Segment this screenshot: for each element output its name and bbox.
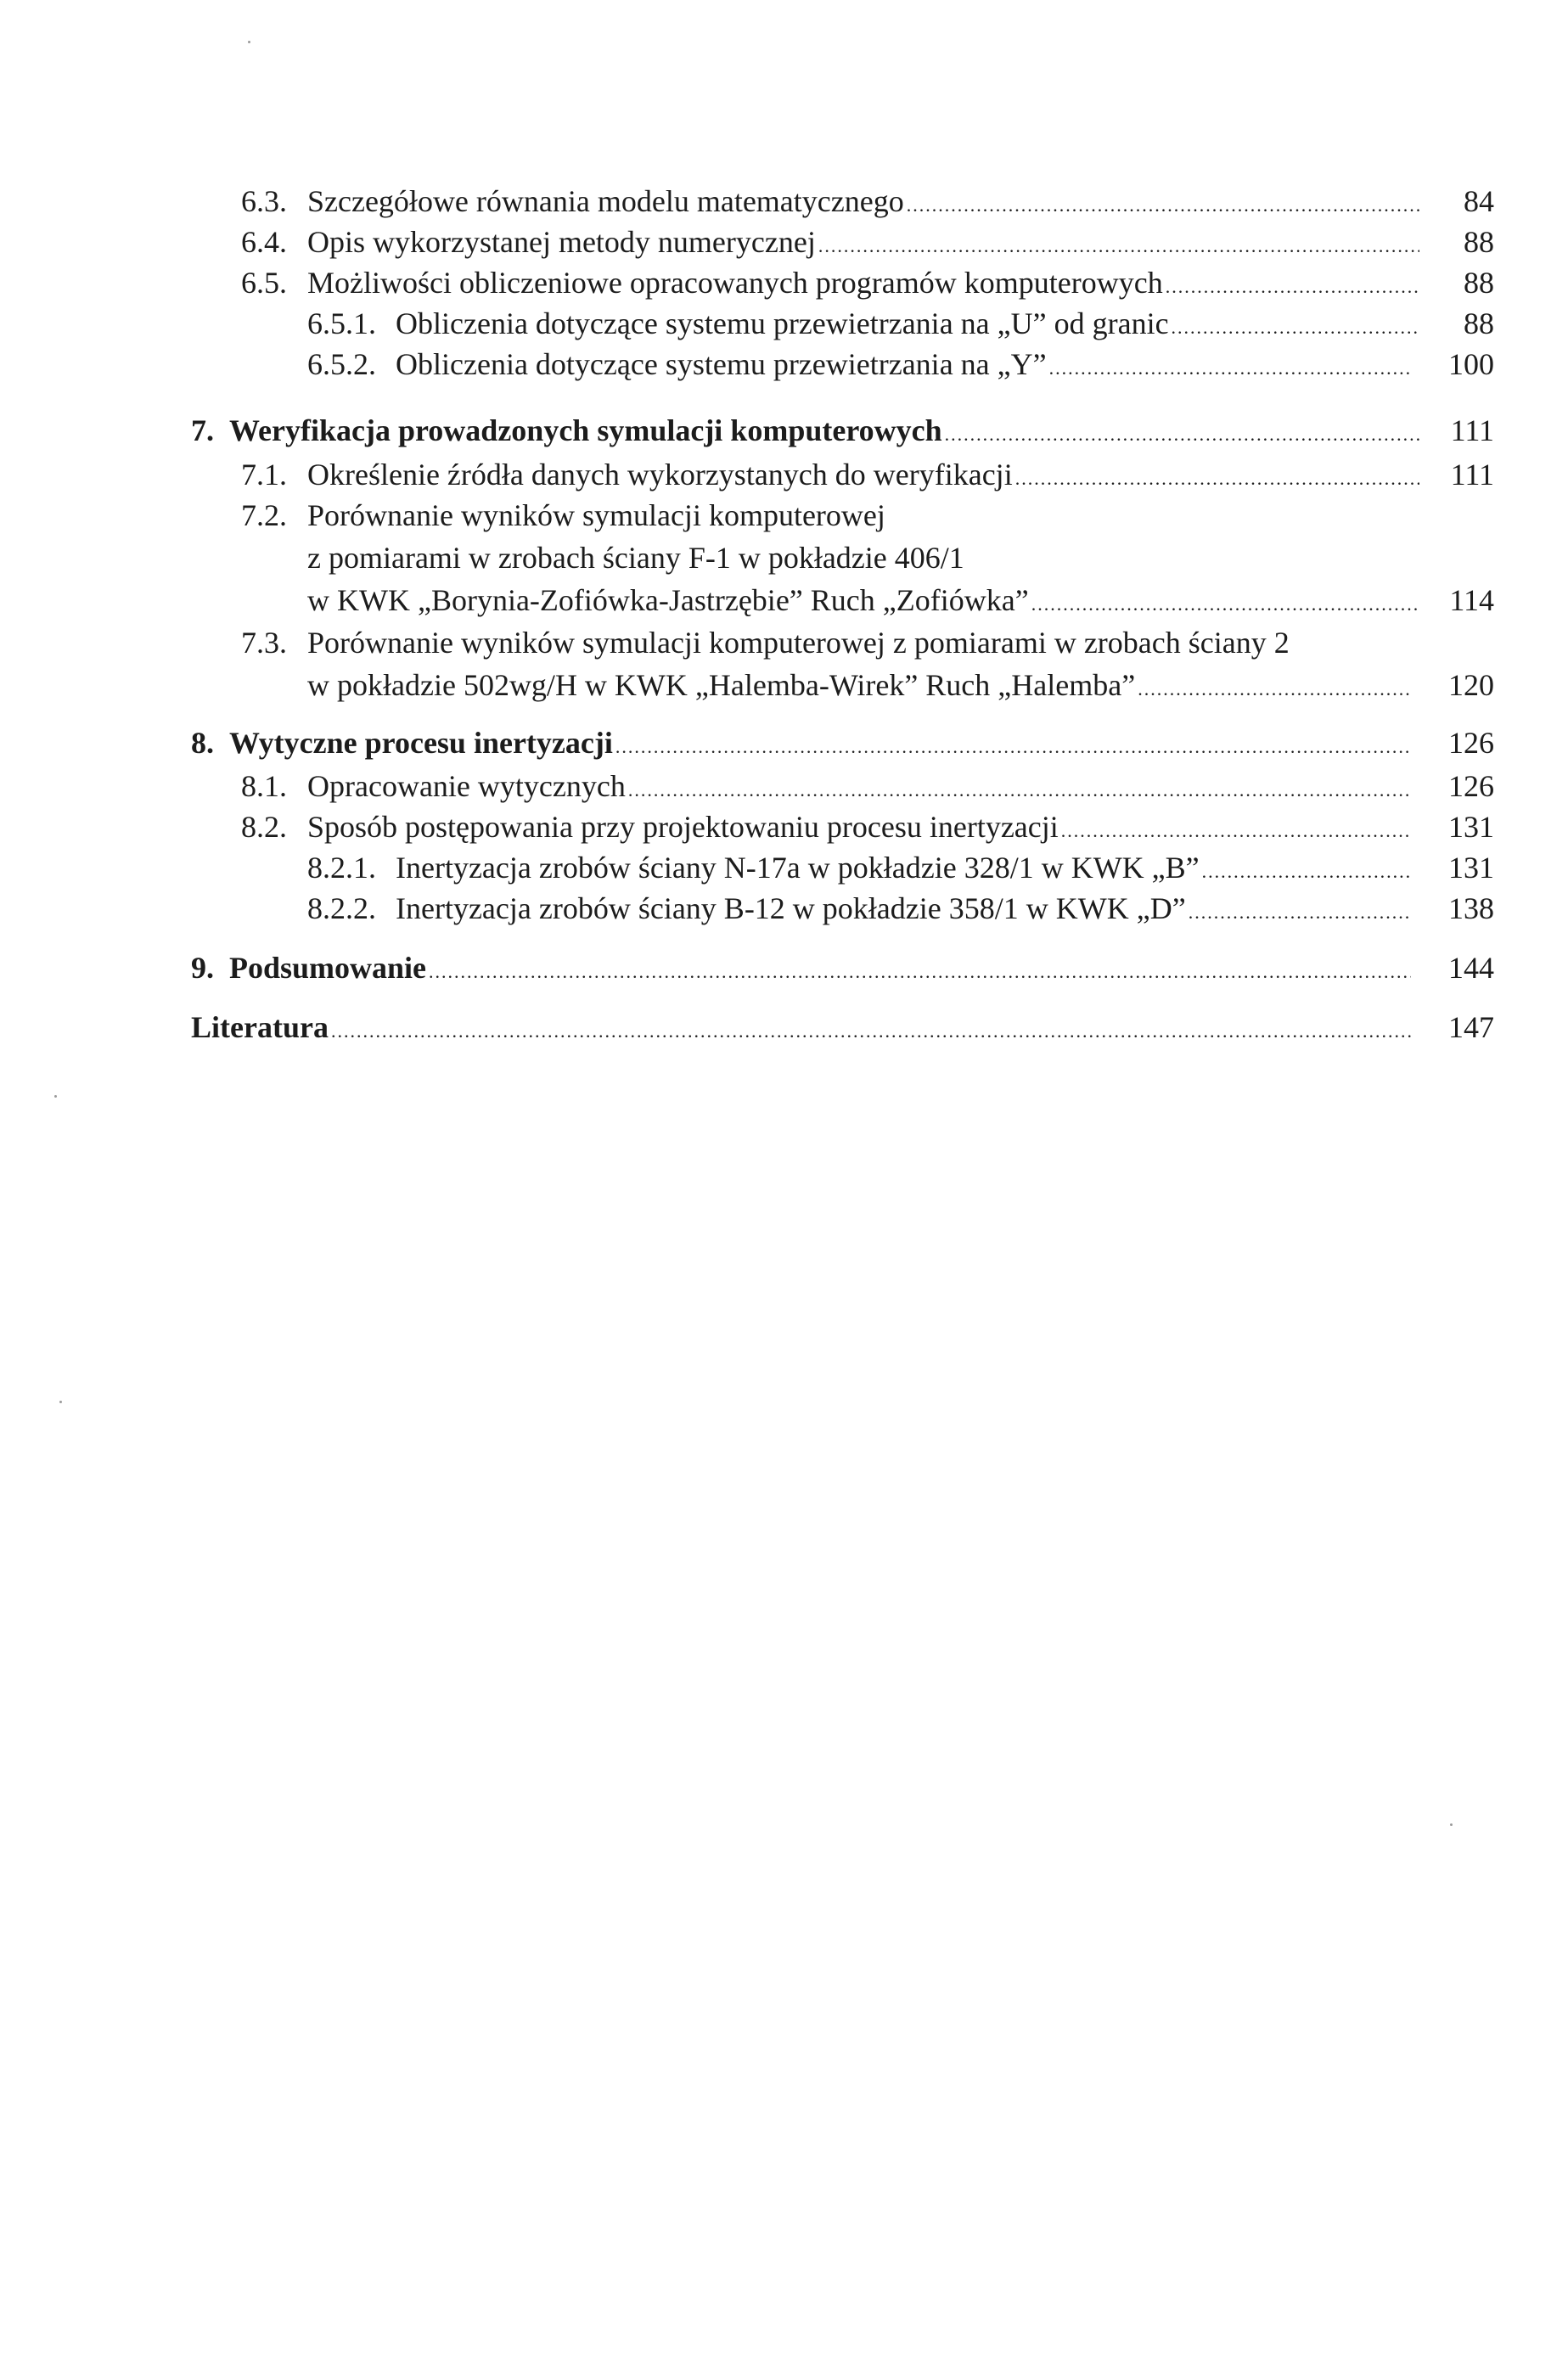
toc-entry-page: 88 bbox=[1464, 225, 1494, 259]
toc-entry-6-5-1[interactable] bbox=[0, 303, 1494, 344]
scan-speck bbox=[1450, 1823, 1453, 1826]
toc-entry-6-3[interactable] bbox=[0, 181, 1494, 222]
toc-entry-8-2-2[interactable] bbox=[0, 888, 1494, 929]
toc-entry-8-2-1[interactable] bbox=[0, 847, 1494, 888]
toc-entry-page: 131 bbox=[1448, 851, 1494, 885]
toc-entry-title: Sposób postępowania przy projektowaniu procesu inertyzacji bbox=[307, 810, 1059, 844]
toc-entry-number: 7.1. bbox=[241, 458, 287, 492]
scan-speck bbox=[54, 1095, 57, 1098]
toc-entry-number: 7. bbox=[191, 413, 214, 447]
toc-entry-page: 126 bbox=[1448, 769, 1494, 803]
toc-leader-dots bbox=[945, 414, 1419, 455]
toc-entry-7-1[interactable] bbox=[0, 454, 1494, 495]
toc-entry-number: 8.2.2. bbox=[307, 891, 376, 925]
toc-entry-page: 111 bbox=[1450, 458, 1494, 492]
toc-entry-title-line2: z pomiarami w zrobach ściany F-1 w pokładzie 406/1 bbox=[307, 541, 964, 575]
toc-entry-title: Inertyzacja zrobów ściany B-12 w pokładzie 358/1 w KWK „D” bbox=[396, 891, 1186, 925]
toc-leader-dots bbox=[1202, 851, 1411, 892]
toc-entry-title-line1: Porównanie wyników symulacji komputerowej z pomiarami w zrobach ściany 2 bbox=[307, 626, 1290, 660]
toc-entry-page: 138 bbox=[1448, 891, 1494, 925]
toc-entry-page: 147 bbox=[1448, 1010, 1494, 1044]
toc-leader-dots bbox=[1166, 267, 1419, 307]
toc-entry-6-5-2[interactable] bbox=[0, 344, 1494, 385]
toc-entry-page: 88 bbox=[1464, 306, 1494, 340]
toc-leader-dots bbox=[1138, 669, 1411, 710]
toc-entry-title: Obliczenia dotyczące systemu przewietrzania na „U” od granic bbox=[396, 306, 1169, 340]
toc-entry-page: 131 bbox=[1448, 810, 1494, 844]
toc-leader-dots bbox=[628, 770, 1411, 811]
toc-entry-title-line3: w KWK „Borynia-Zofiówka-Jastrzębie” Ruch „Zofiówka” bbox=[307, 583, 1029, 617]
toc-chapter-9[interactable] bbox=[0, 947, 1494, 988]
toc-entry-number: 8. bbox=[191, 726, 214, 760]
toc-entry-page: 84 bbox=[1464, 184, 1494, 218]
toc-leader-dots bbox=[1061, 811, 1411, 851]
toc-entry-number: 8.2.1. bbox=[307, 851, 376, 885]
toc-entry-title: Wytyczne procesu inertyzacji bbox=[229, 726, 613, 760]
toc-entry-page: 126 bbox=[1448, 726, 1494, 760]
toc-entry-7-3[interactable] bbox=[0, 622, 1494, 707]
toc-entry-number: 8.2. bbox=[241, 810, 287, 844]
toc-entry-title: Inertyzacja zrobów ściany N-17a w pokładzie 328/1 w KWK „B” bbox=[396, 851, 1200, 885]
scan-speck bbox=[59, 1401, 62, 1403]
toc-entry-8-2[interactable] bbox=[0, 806, 1494, 847]
toc-leader-dots bbox=[1049, 348, 1411, 389]
toc-leader-dots bbox=[615, 727, 1411, 767]
toc-entry-title: Opis wykorzystanej metody numerycznej bbox=[307, 225, 816, 259]
toc-entry-title-line1: Porównanie wyników symulacji komputerowej bbox=[307, 498, 885, 532]
toc-entry-page: 100 bbox=[1448, 347, 1494, 381]
toc-entry-title: Weryfikacja prowadzonych symulacji komputerowych bbox=[229, 413, 942, 447]
toc-leader-dots bbox=[1031, 584, 1419, 625]
toc-entry-title: Określenie źródła danych wykorzystanych do weryfikacji bbox=[307, 458, 1013, 492]
toc-leader-dots bbox=[1015, 458, 1419, 499]
toc-entry-number: 6.5. bbox=[241, 266, 287, 300]
toc-entry-title: Szczegółowe równania modelu matematycznego bbox=[307, 184, 904, 218]
toc-chapter-7[interactable] bbox=[0, 410, 1494, 451]
toc-leader-dots bbox=[429, 952, 1411, 992]
toc-entry-number: 9. bbox=[191, 951, 214, 985]
toc-bibliography[interactable] bbox=[0, 1007, 1494, 1048]
scan-speck bbox=[248, 41, 250, 43]
toc-leader-dots bbox=[1172, 307, 1419, 348]
toc-entry-title: Opracowanie wytycznych bbox=[307, 769, 626, 803]
toc-entry-page: 120 bbox=[1448, 668, 1494, 702]
toc-leader-dots bbox=[907, 185, 1419, 226]
toc-entry-number: 7.3. bbox=[241, 626, 287, 660]
toc-leader-dots bbox=[1189, 892, 1411, 933]
toc-entry-page: 111 bbox=[1450, 413, 1494, 447]
toc-entry-number: 6.4. bbox=[241, 225, 287, 259]
toc-entry-page: 114 bbox=[1449, 583, 1494, 617]
toc-entry-number: 6.5.1. bbox=[307, 306, 376, 340]
toc-entry-title: Obliczenia dotyczące systemu przewietrzania na „Y” bbox=[396, 347, 1047, 381]
toc-entry-page: 88 bbox=[1464, 266, 1494, 300]
toc-leader-dots bbox=[331, 1011, 1411, 1052]
toc-entry-number: 8.1. bbox=[241, 769, 287, 803]
toc-entry-6-4[interactable] bbox=[0, 222, 1494, 262]
toc-entry-8-1[interactable] bbox=[0, 766, 1494, 806]
toc-entry-number: 6.5.2. bbox=[307, 347, 376, 381]
toc-entry-page: 144 bbox=[1448, 951, 1494, 985]
toc-leader-dots bbox=[818, 226, 1419, 267]
toc-entry-title: Podsumowanie bbox=[229, 951, 427, 985]
toc-entry-title-line2: w pokładzie 502wg/H w KWK „Halemba-Wirek” Ruch „Halemba” bbox=[307, 668, 1136, 702]
toc-entry-6-5[interactable] bbox=[0, 262, 1494, 303]
toc-entry-number: 7.2. bbox=[241, 498, 287, 532]
toc-entry-number: 6.3. bbox=[241, 184, 287, 218]
toc-chapter-8[interactable] bbox=[0, 722, 1494, 763]
toc-entry-title: Możliwości obliczeniowe opracowanych programów komputerowych bbox=[307, 266, 1163, 300]
toc-entry-7-2[interactable] bbox=[0, 495, 1494, 622]
toc-entry-title: Literatura bbox=[191, 1010, 329, 1044]
